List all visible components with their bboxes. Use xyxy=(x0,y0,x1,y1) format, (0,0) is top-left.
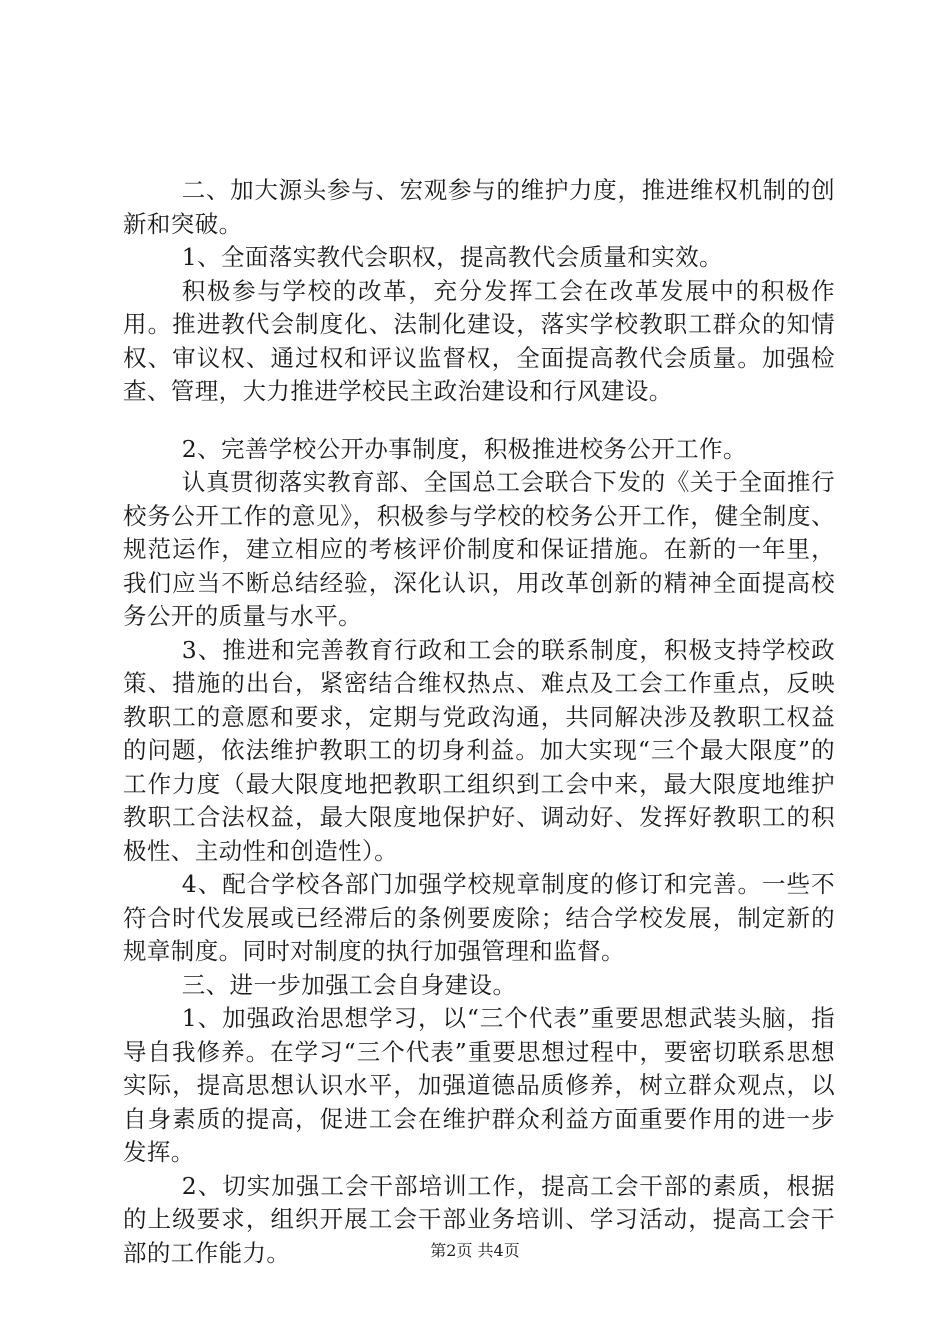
paragraph-3-1: 1、加强政治思想学习，以“三个代表”重要思想武装头脑，指导自我修养。在学习“三个代表”重要思想过程中，要密切联系思想实际，提高思想认识水平，加强道德品质修养，树立群众观点，以自身素质的提高，促进工会在维护群众利益方面重要作用的进一步发挥。 xyxy=(123,1004,835,1166)
paragraph-2-4: 4、配合学校各部门加强学校规章制度的修订和完善。一些不符合时代发展或已经滞后的条例要废除；结合学校发展，制定新的规章制度。同时对制度的执行加强管理和监督。 xyxy=(123,870,835,965)
paragraph-2-1-body: 积极参与学校的改革，充分发挥工会在改革发展中的积极作用。推进教代会制度化、法制化建设，落实学校教职工群众的知情权、审议权、通过权和评议监督权，全面提高教代会质量。加强检查、管理，大力推进学校民主政治建设和行风建设。 xyxy=(123,276,835,405)
paragraph-2-3: 3、推进和完善教育行政和工会的联系制度，积极支持学校政策、措施的出台，紧密结合维权热点、难点及工会工作重点，反映教职工的意愿和要求，定期与党政沟通，共同解决涉及教职工权益的问题，依法维护教职工的切身利益。加大实现“三个最大限度”的工作力度（最大限度地把教职工组织到工会中来，最大限度地维护教职工合法权益，最大限度地保护好、调动好、发挥好教职工的积极性、主动性和创造性）。 xyxy=(123,635,835,865)
subsection-heading-2-2: 2、完善学校公开办事制度，积极推进校务公开工作。 xyxy=(181,434,747,463)
paragraph-2-2-body: 认真贯彻落实教育部、全国总工会联合下发的《关于全面推行校务公开工作的意见》，积极参与学校的校务公开工作，健全制度、规范运作，建立相应的考核评价制度和保证措施。在新的一年里，我们应当不断总结经验，深化认识，用改革创新的精神全面提高校务公开的质量与水平。 xyxy=(123,468,835,630)
section-heading-2: 二、加大源头参与、宏观参与的维护力度，推进维权机制的创新和突破。 xyxy=(123,176,835,238)
page-footer: 第2页 共4页 xyxy=(430,1241,520,1260)
document-body xyxy=(123,174,835,1270)
paragraph-3-2: 2、切实加强工会干部培训工作，提高工会干部的素质，根据的上级要求，组织开展工会干部业务培训、学习活动，提高工会干部的工作能力。 xyxy=(123,1171,835,1267)
section-heading-3: 三、进一步加强工会自身建设。 xyxy=(181,970,517,999)
subsection-heading-2-1: 1、全面落实教代会职权，提高教代会质量和实效。 xyxy=(181,243,723,271)
